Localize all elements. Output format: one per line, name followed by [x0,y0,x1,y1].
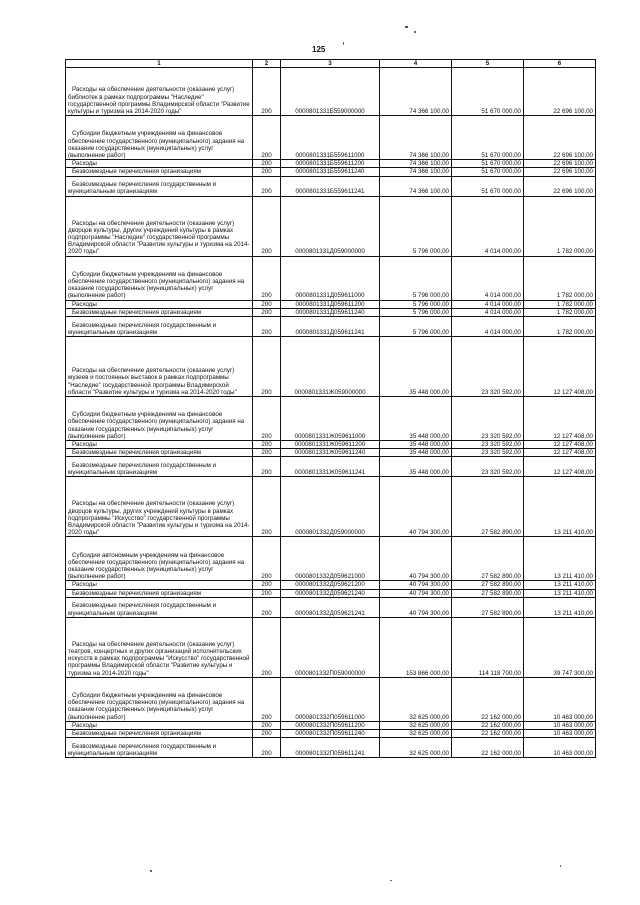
row-code: 200 [253,449,281,457]
row-value-2: 51 670 000,00 [452,68,524,116]
row-name: Безвозмездные перечисления государственным и муниципальным организациям [68,602,217,617]
row-code: 200 [253,308,281,316]
row-value-2: 22 162 000,00 [452,677,524,721]
row-value-1: 35 448 000,00 [380,441,452,449]
table-row [66,196,596,256]
row-value-2: 4 014 000,00 [452,256,524,300]
row-value-2: 23 320 592,00 [452,397,524,441]
row-csr: 0000801332П059000000 [281,617,380,677]
row-name: Расходы [72,581,97,589]
row-value-2: 27 582 890,00 [452,537,524,581]
row-value-2: 22 162 000,00 [452,721,524,729]
row-name: Безвозмездные перечисления организациям [72,730,201,738]
row-name-cell [66,196,253,256]
header-row [66,60,596,68]
scan-speck [390,880,392,881]
row-csr: 0000801331Б559611240 [281,168,380,176]
row-value-3: 22 696 100,00 [524,116,596,160]
row-csr: 0000801332П059611200 [281,721,380,729]
row-csr: 0000801332Д059621240 [281,589,380,597]
scan-speck [405,26,408,28]
row-value-1: 32 625 000,00 [380,738,452,758]
row-name-cell [66,581,253,589]
row-csr: 0000801331Ж059000000 [281,337,380,397]
row-value-1: 5 796 000,00 [380,300,452,308]
column-header: 3 [281,60,380,68]
table-row [66,300,596,308]
row-csr: 0000801331Б559000000 [281,68,380,116]
table-row [66,397,596,441]
row-name-cell [66,176,253,196]
row-name: Расходы [72,721,97,729]
row-code: 200 [253,196,281,256]
row-value-1: 153 866 000,00 [380,617,452,677]
row-value-1: 5 796 000,00 [380,308,452,316]
row-code: 200 [253,160,281,168]
row-value-2: 22 162 000,00 [452,730,524,738]
row-csr: 0000801332Д059621241 [281,597,380,617]
row-csr: 0000801332Д059621200 [281,581,380,589]
table-row [66,477,596,537]
column-header: 2 [253,60,281,68]
row-value-3: 10 463 000,00 [524,721,596,729]
row-csr: 0000801332П059611241 [281,738,380,758]
row-name: Субсидии бюджетным учреждениям на финансовое обеспечение государственного (муниципального) задания на оказание государственных (муниципальных) услуг (выполнение работ) [68,411,245,440]
row-name: Расходы [72,300,97,308]
budget-table [65,59,596,758]
table-row [66,457,596,477]
row-name-cell [66,317,253,337]
row-name: Безвозмездные перечисления государственным и муниципальным организациям [68,321,217,336]
row-code: 200 [253,721,281,729]
table-row [66,581,596,589]
row-code: 200 [253,597,281,617]
row-value-3: 12 127 408,00 [524,449,596,457]
row-csr: 0000801331Ж059611240 [281,449,380,457]
row-code: 200 [253,441,281,449]
table-row [66,537,596,581]
table-row [66,317,596,337]
row-code: 200 [253,589,281,597]
row-code: 200 [253,397,281,441]
row-value-3: 10 463 000,00 [524,730,596,738]
row-csr: 0000801332Д059621000 [281,537,380,581]
row-code: 200 [253,300,281,308]
row-value-1: 74 366 100,00 [380,168,452,176]
row-value-1: 32 625 000,00 [380,677,452,721]
table-row [66,730,596,738]
row-csr: 0000801332П059611240 [281,730,380,738]
row-code: 200 [253,617,281,677]
row-value-3: 1 782 000,00 [524,256,596,300]
row-name-cell [66,168,253,176]
row-value-2: 51 670 000,00 [452,116,524,160]
row-name-cell [66,738,253,758]
row-value-3: 1 782 000,00 [524,300,596,308]
row-csr: 0000801331Д059611240 [281,308,380,316]
table-row [66,449,596,457]
table-row [66,68,596,116]
row-value-2: 22 162 000,00 [452,738,524,758]
row-value-3: 1 782 000,00 [524,196,596,256]
table-row [66,589,596,597]
row-code: 200 [253,730,281,738]
row-name-cell [66,116,253,160]
row-code: 200 [253,457,281,477]
scan-speck [414,31,416,33]
table-row [66,176,596,196]
table-row [66,441,596,449]
row-value-1: 74 366 100,00 [380,160,452,168]
row-value-1: 74 366 100,00 [380,176,452,196]
row-code: 200 [253,68,281,116]
row-value-1: 5 796 000,00 [380,317,452,337]
scan-speck [343,42,344,45]
row-name-cell [66,677,253,721]
row-value-3: 10 463 000,00 [524,677,596,721]
row-csr: 0000801331Б559611000 [281,116,380,160]
row-value-2: 23 320 592,00 [452,449,524,457]
table-row [66,256,596,300]
row-code: 200 [253,337,281,397]
row-name: Субсидии бюджетным учреждениям на финансовое обеспечение государственного (муниципального) задания на оказание государственных (муниципальных) услуг (выполнение работ) [68,692,245,721]
row-value-2: 23 320 592,00 [452,457,524,477]
row-csr: 0000801332П059611000 [281,677,380,721]
row-value-3: 22 696 100,00 [524,68,596,116]
row-value-2: 27 582 890,00 [452,597,524,617]
row-code: 200 [253,738,281,758]
row-csr: 0000801331Ж059611200 [281,441,380,449]
column-header: 1 [66,60,253,68]
row-value-3: 13 211 410,00 [524,537,596,581]
row-code: 200 [253,537,281,581]
row-name-cell [66,256,253,300]
row-name: Безвозмездные перечисления государственным и муниципальным организациям [68,181,217,196]
row-value-3: 13 211 410,00 [524,477,596,537]
row-value-2: 23 320 592,00 [452,337,524,397]
column-header: 5 [452,60,524,68]
row-value-2: 23 320 592,00 [452,441,524,449]
row-value-3: 1 782 000,00 [524,308,596,316]
row-value-3: 22 696 100,00 [524,168,596,176]
table-row [66,617,596,677]
row-value-2: 4 014 000,00 [452,308,524,316]
table-row [66,337,596,397]
row-name: Безвозмездные перечисления организациям [72,168,201,176]
row-value-3: 12 127 408,00 [524,337,596,397]
row-value-2: 51 670 000,00 [452,160,524,168]
row-value-1: 40 794 300,00 [380,581,452,589]
row-value-1: 5 796 000,00 [380,256,452,300]
row-name-cell [66,477,253,537]
row-name: Безвозмездные перечисления государственным и муниципальным организациям [68,742,217,758]
table-row [66,308,596,316]
row-name-cell [66,589,253,597]
row-csr: 0000801331Ж059611000 [281,397,380,441]
column-header: 6 [524,60,596,68]
scan-speck [150,870,152,872]
row-name: Субсидии автономным учреждениям на финансовое обеспечение государственного (муниципального) задания на оказание государственных (муниципальных) услуг (выполнение работ) [68,551,245,581]
row-value-3: 12 127 408,00 [524,457,596,477]
row-name: Субсидии бюджетным учреждениям на финансовое обеспечение государственного (муниципального) задания на оказание государственных (муниципальных) услуг (выполнение работ) [68,130,245,159]
row-value-2: 27 582 890,00 [452,589,524,597]
row-name: Расходы [72,160,97,168]
row-name: Расходы на обеспечение деятельности (оказание услуг) дворцов культуры, других учреждений культуры в рамках подпрограммы "Искусство" государственной программы Владимирской области "Развитие культуры и туризма на 2014-2020 годы" [68,500,250,537]
row-name-cell [66,441,253,449]
row-name: Расходы [72,441,97,449]
row-value-2: 114 118 700,00 [452,617,524,677]
row-csr: 0000801332Д059000000 [281,477,380,537]
row-name: Субсидии бюджетным учреждениям на финансовое обеспечение государственного (муниципального) задания на оказание государственных (муниципальных) услуг (выполнение работ) [68,270,245,300]
row-name-cell [66,300,253,308]
table-row [66,168,596,176]
row-value-1: 40 794 300,00 [380,589,452,597]
row-code: 200 [253,581,281,589]
row-code: 200 [253,477,281,537]
row-code: 200 [253,168,281,176]
row-code: 200 [253,256,281,300]
row-name-cell [66,160,253,168]
row-value-1: 40 794 300,00 [380,477,452,537]
row-name-cell [66,617,253,677]
row-value-3: 39 747 300,00 [524,617,596,677]
table-row [66,116,596,160]
row-code: 200 [253,317,281,337]
row-name-cell [66,721,253,729]
row-csr: 0000801331Б559611200 [281,160,380,168]
row-name: Расходы на обеспечение деятельности (оказание услуг) дворцов культуры, других учреждений культуры в рамках подпрограммы "Наследие" государственной программы Владимирской области "Развитие культуры и туризма на 2014-2020 годы" [68,219,250,256]
row-name: Безвозмездные перечисления государственным и муниципальным организациям [68,462,217,477]
row-value-3: 13 211 410,00 [524,581,596,589]
table-row [66,738,596,758]
row-name: Расходы на обеспечение деятельности (оказание услуг) библиотек в рамках подпрограммы "Наследие" государственной программы Владимирской области "Развитие культуры и туризма на 2014-2020 годы" [68,86,250,115]
row-name-cell [66,308,253,316]
row-name-cell [66,597,253,617]
row-csr: 0000801331Ж059611241 [281,457,380,477]
row-value-3: 10 463 000,00 [524,738,596,758]
table-row [66,721,596,729]
row-value-1: 74 366 100,00 [380,68,452,116]
row-value-3: 12 127 408,00 [524,397,596,441]
row-code: 200 [253,677,281,721]
row-name: Безвозмездные перечисления организациям [72,589,201,597]
row-value-1: 35 448 000,00 [380,457,452,477]
row-value-1: 32 625 000,00 [380,721,452,729]
row-name-cell [66,537,253,581]
row-value-1: 35 448 000,00 [380,449,452,457]
row-value-1: 40 794 300,00 [380,597,452,617]
row-value-2: 4 014 000,00 [452,300,524,308]
row-value-3: 1 782 000,00 [524,317,596,337]
row-name-cell [66,457,253,477]
row-code: 200 [253,116,281,160]
column-header: 4 [380,60,452,68]
row-csr: 0000801331Б559611241 [281,176,380,196]
row-name: Безвозмездные перечисления организациям [72,449,201,457]
table-row [66,160,596,168]
row-value-2: 4 014 000,00 [452,196,524,256]
row-value-1: 74 366 100,00 [380,116,452,160]
row-value-1: 5 796 000,00 [380,196,452,256]
row-value-1: 40 794 300,00 [380,537,452,581]
row-value-3: 12 127 408,00 [524,441,596,449]
row-name: Безвозмездные перечисления организациям [72,308,201,316]
table-row [66,677,596,721]
row-csr: 0000801331Д059611241 [281,317,380,337]
row-name-cell [66,68,253,116]
scan-speck [560,865,561,867]
row-value-1: 32 625 000,00 [380,730,452,738]
page-number: 125 [312,45,326,54]
row-name-cell [66,337,253,397]
row-code: 200 [253,176,281,196]
row-name: Расходы на обеспечение деятельности (оказание услуг) театров, концертных и других организаций исполнительских искусств в рамках подпрограммы "Искусство" государственной программы Владимирской области "Развитие культуры и туризма на 2014-2020 годы" [68,640,250,677]
row-value-3: 13 211 410,00 [524,597,596,617]
row-value-1: 35 448 000,00 [380,397,452,441]
row-name: Расходы на обеспечение деятельности (оказание услуг) музеев и постоянных выставок в рамках подпрограммы "Наследие" государственной программы Владимирской области "Развитие культуры и туризма на 2014-2020 годы" [68,367,237,396]
row-csr: 0000801331Д059000000 [281,196,380,256]
row-value-2: 51 670 000,00 [452,176,524,196]
row-csr: 0000801331Д059611200 [281,300,380,308]
row-value-1: 35 448 000,00 [380,337,452,397]
row-value-2: 27 582 890,00 [452,581,524,589]
row-name-cell [66,730,253,738]
table-row [66,597,596,617]
row-value-3: 13 211 410,00 [524,589,596,597]
row-value-3: 22 696 100,00 [524,176,596,196]
row-value-2: 51 670 000,00 [452,168,524,176]
row-value-3: 22 696 100,00 [524,160,596,168]
row-csr: 0000801331Д059611000 [281,256,380,300]
row-value-2: 27 582 890,00 [452,477,524,537]
row-name-cell [66,449,253,457]
row-value-2: 4 014 000,00 [452,317,524,337]
row-name-cell [66,397,253,441]
